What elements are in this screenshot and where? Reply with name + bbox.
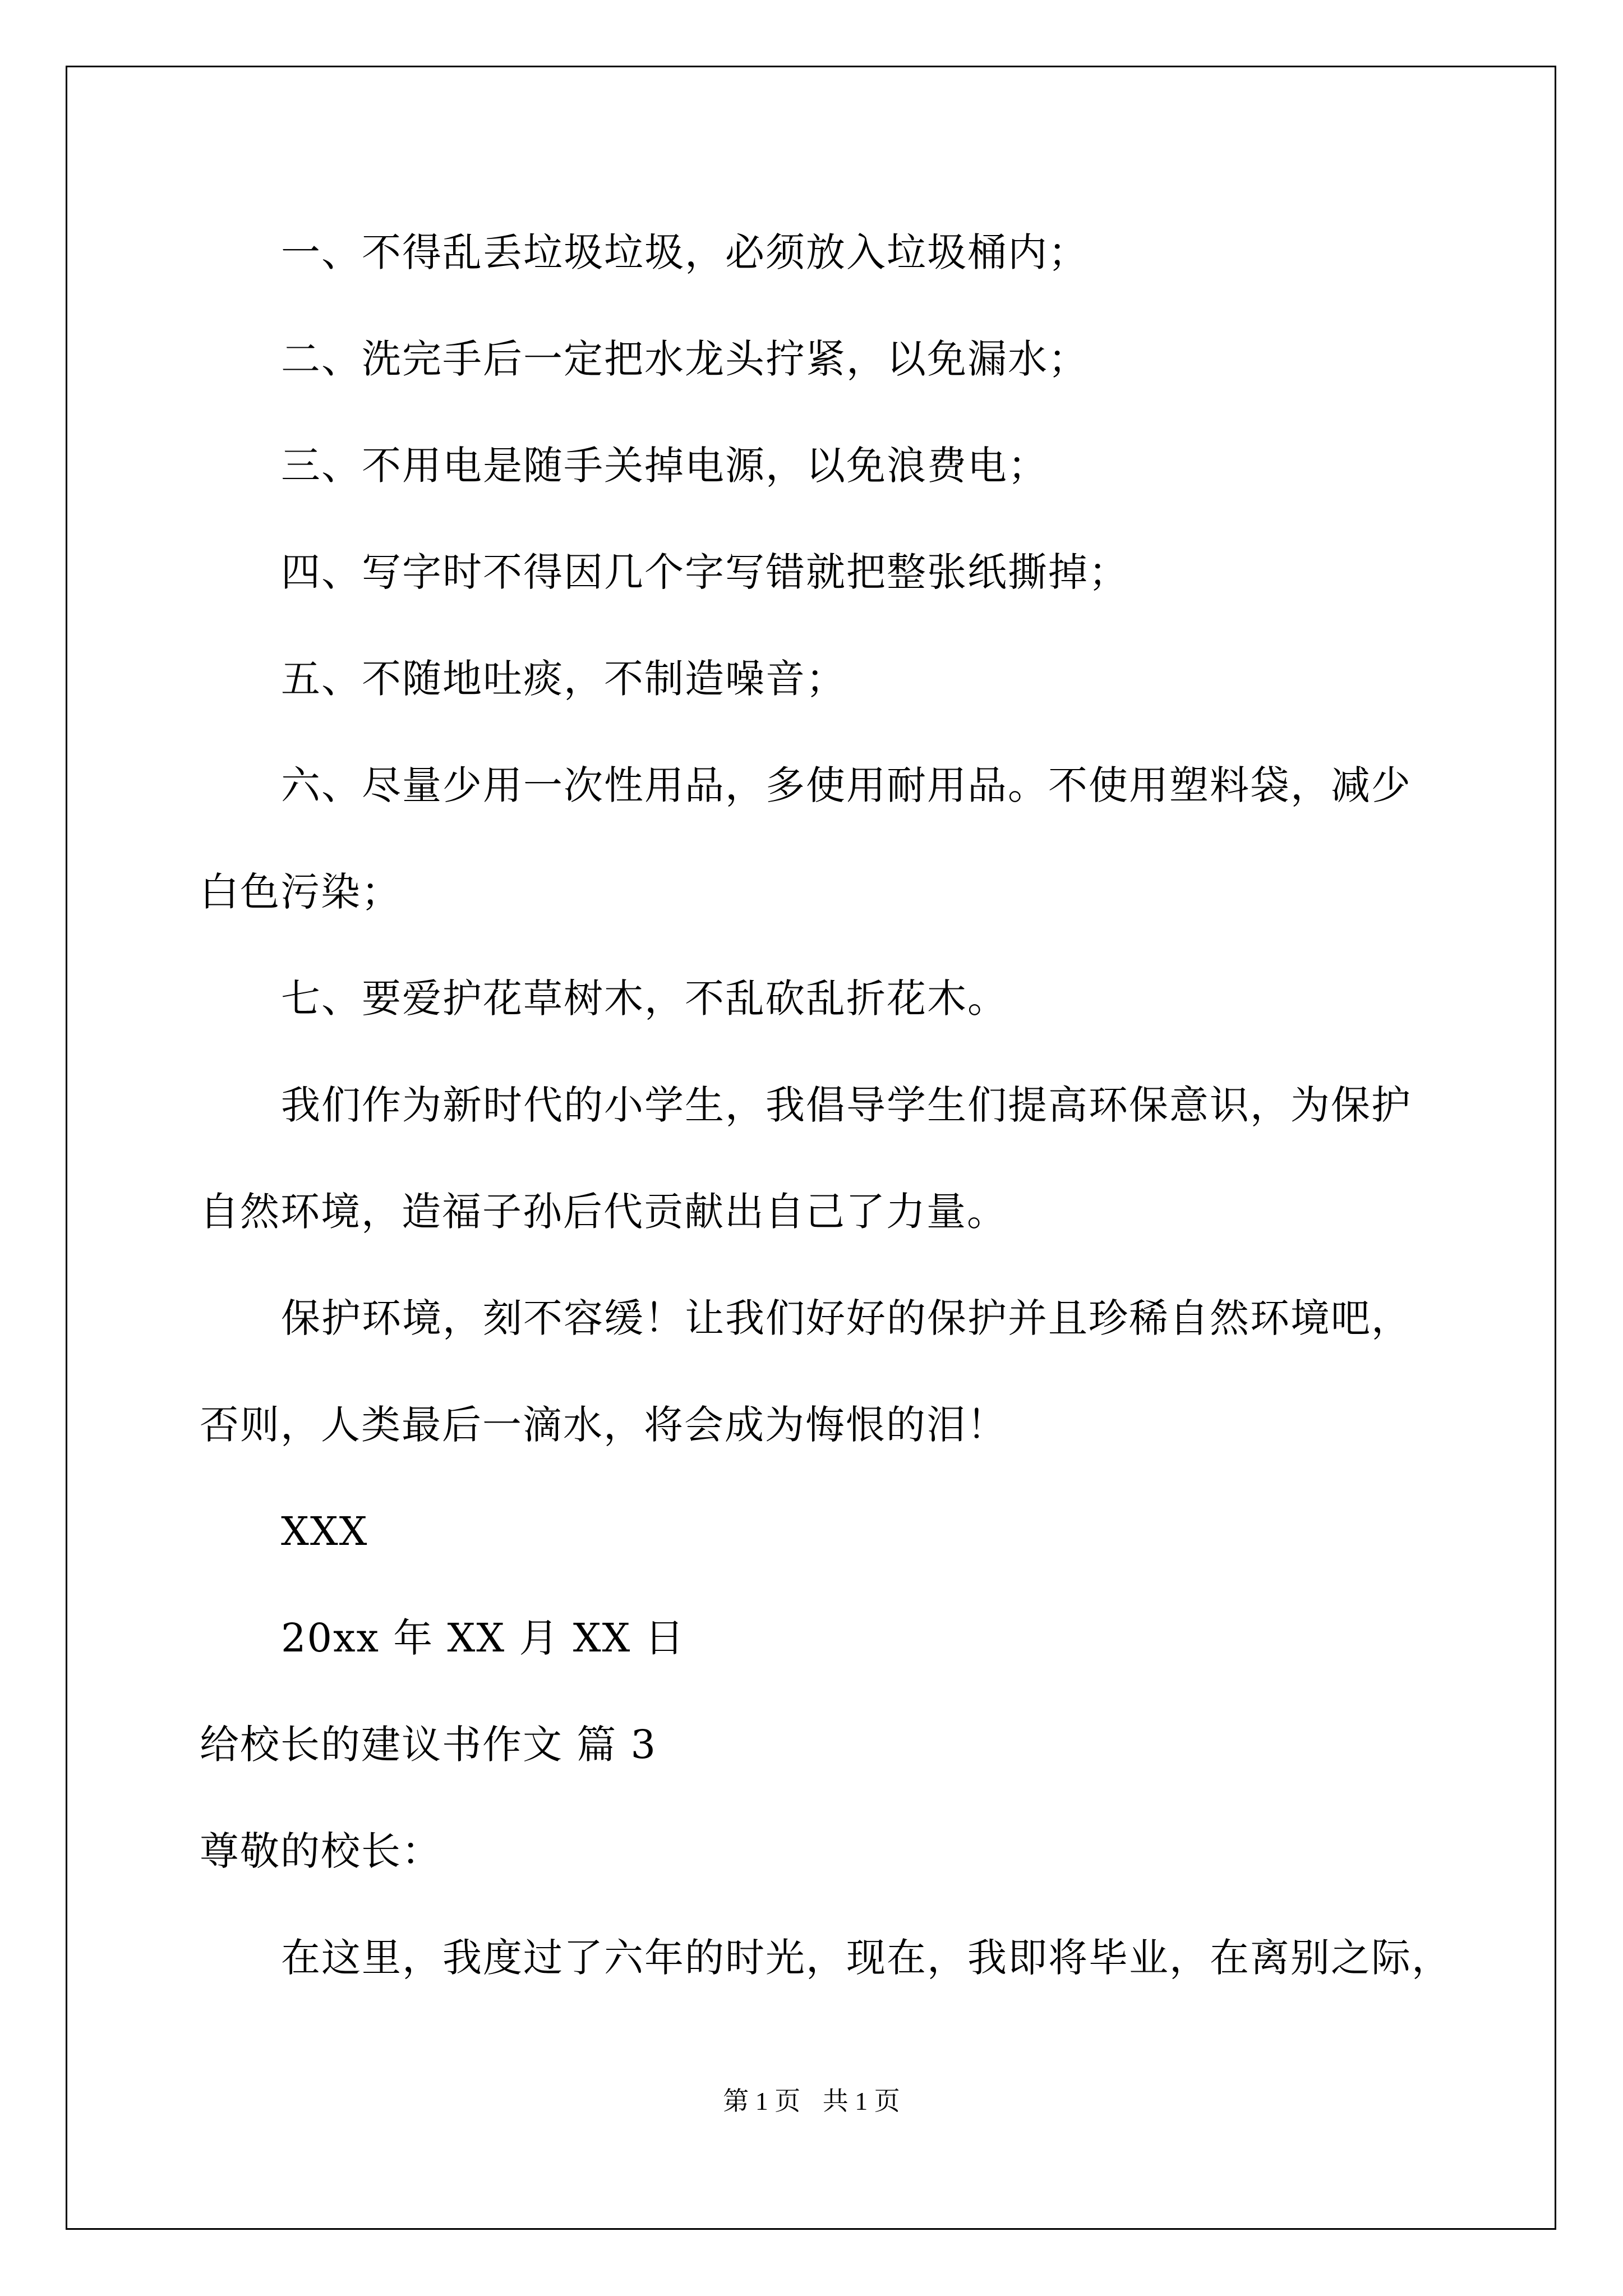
paragraph-line: 一、不得乱丢垃圾垃圾，必须放入垃圾桶内； bbox=[281, 229, 1089, 275]
paragraph-line: 在这里，我度过了六年的时光，现在，我即将毕业，在离别之际， bbox=[281, 1935, 1452, 1981]
date-line: 20xx 年 XX 月 XX 日 bbox=[281, 1615, 685, 1661]
paragraph-line: 六、尽量少用一次性用品，多使用耐用品。不使用塑料袋，减少 bbox=[281, 762, 1412, 808]
paragraph-line: 五、不随地吐痰，不制造噪音； bbox=[281, 656, 846, 702]
section-heading: 给校长的建议书作文 篇 3 bbox=[200, 1722, 657, 1768]
paragraph-line: 二、洗完手后一定把水龙头拧紧，以免漏水； bbox=[281, 336, 1089, 382]
paragraph-line: 四、写字时不得因几个字写错就把整张纸撕掉； bbox=[281, 549, 1129, 595]
paragraph-line: 白色污染； bbox=[200, 869, 402, 915]
paragraph-line: 否则，人类最后一滴水，将会成为悔恨的泪！ bbox=[200, 1402, 1007, 1448]
page-number: 第 1 页 bbox=[723, 2087, 801, 2115]
paragraph-line: 七、要爱护花草树木，不乱砍乱折花木。 bbox=[281, 976, 1008, 1022]
paragraph-line: 保护环境，刻不容缓！让我们好好的保护并且珍稀自然环境吧， bbox=[281, 1295, 1412, 1341]
paragraph-line: 我们作为新时代的小学生，我倡导学生们提高环保意识，为保护 bbox=[281, 1082, 1412, 1128]
document-body bbox=[200, 210, 1452, 2022]
paragraph-line: 自然环境，造福子孙后代贡献出自己了力量。 bbox=[200, 1189, 1007, 1235]
page-footer bbox=[0, 2085, 1623, 2118]
page-total: 共 1 页 bbox=[822, 2087, 900, 2115]
salutation: 尊敬的校长： bbox=[200, 1828, 442, 1874]
signature-line: XXX bbox=[281, 1508, 368, 1554]
paragraph-line: 三、不用电是随手关掉电源，以免浪费电； bbox=[281, 443, 1048, 489]
